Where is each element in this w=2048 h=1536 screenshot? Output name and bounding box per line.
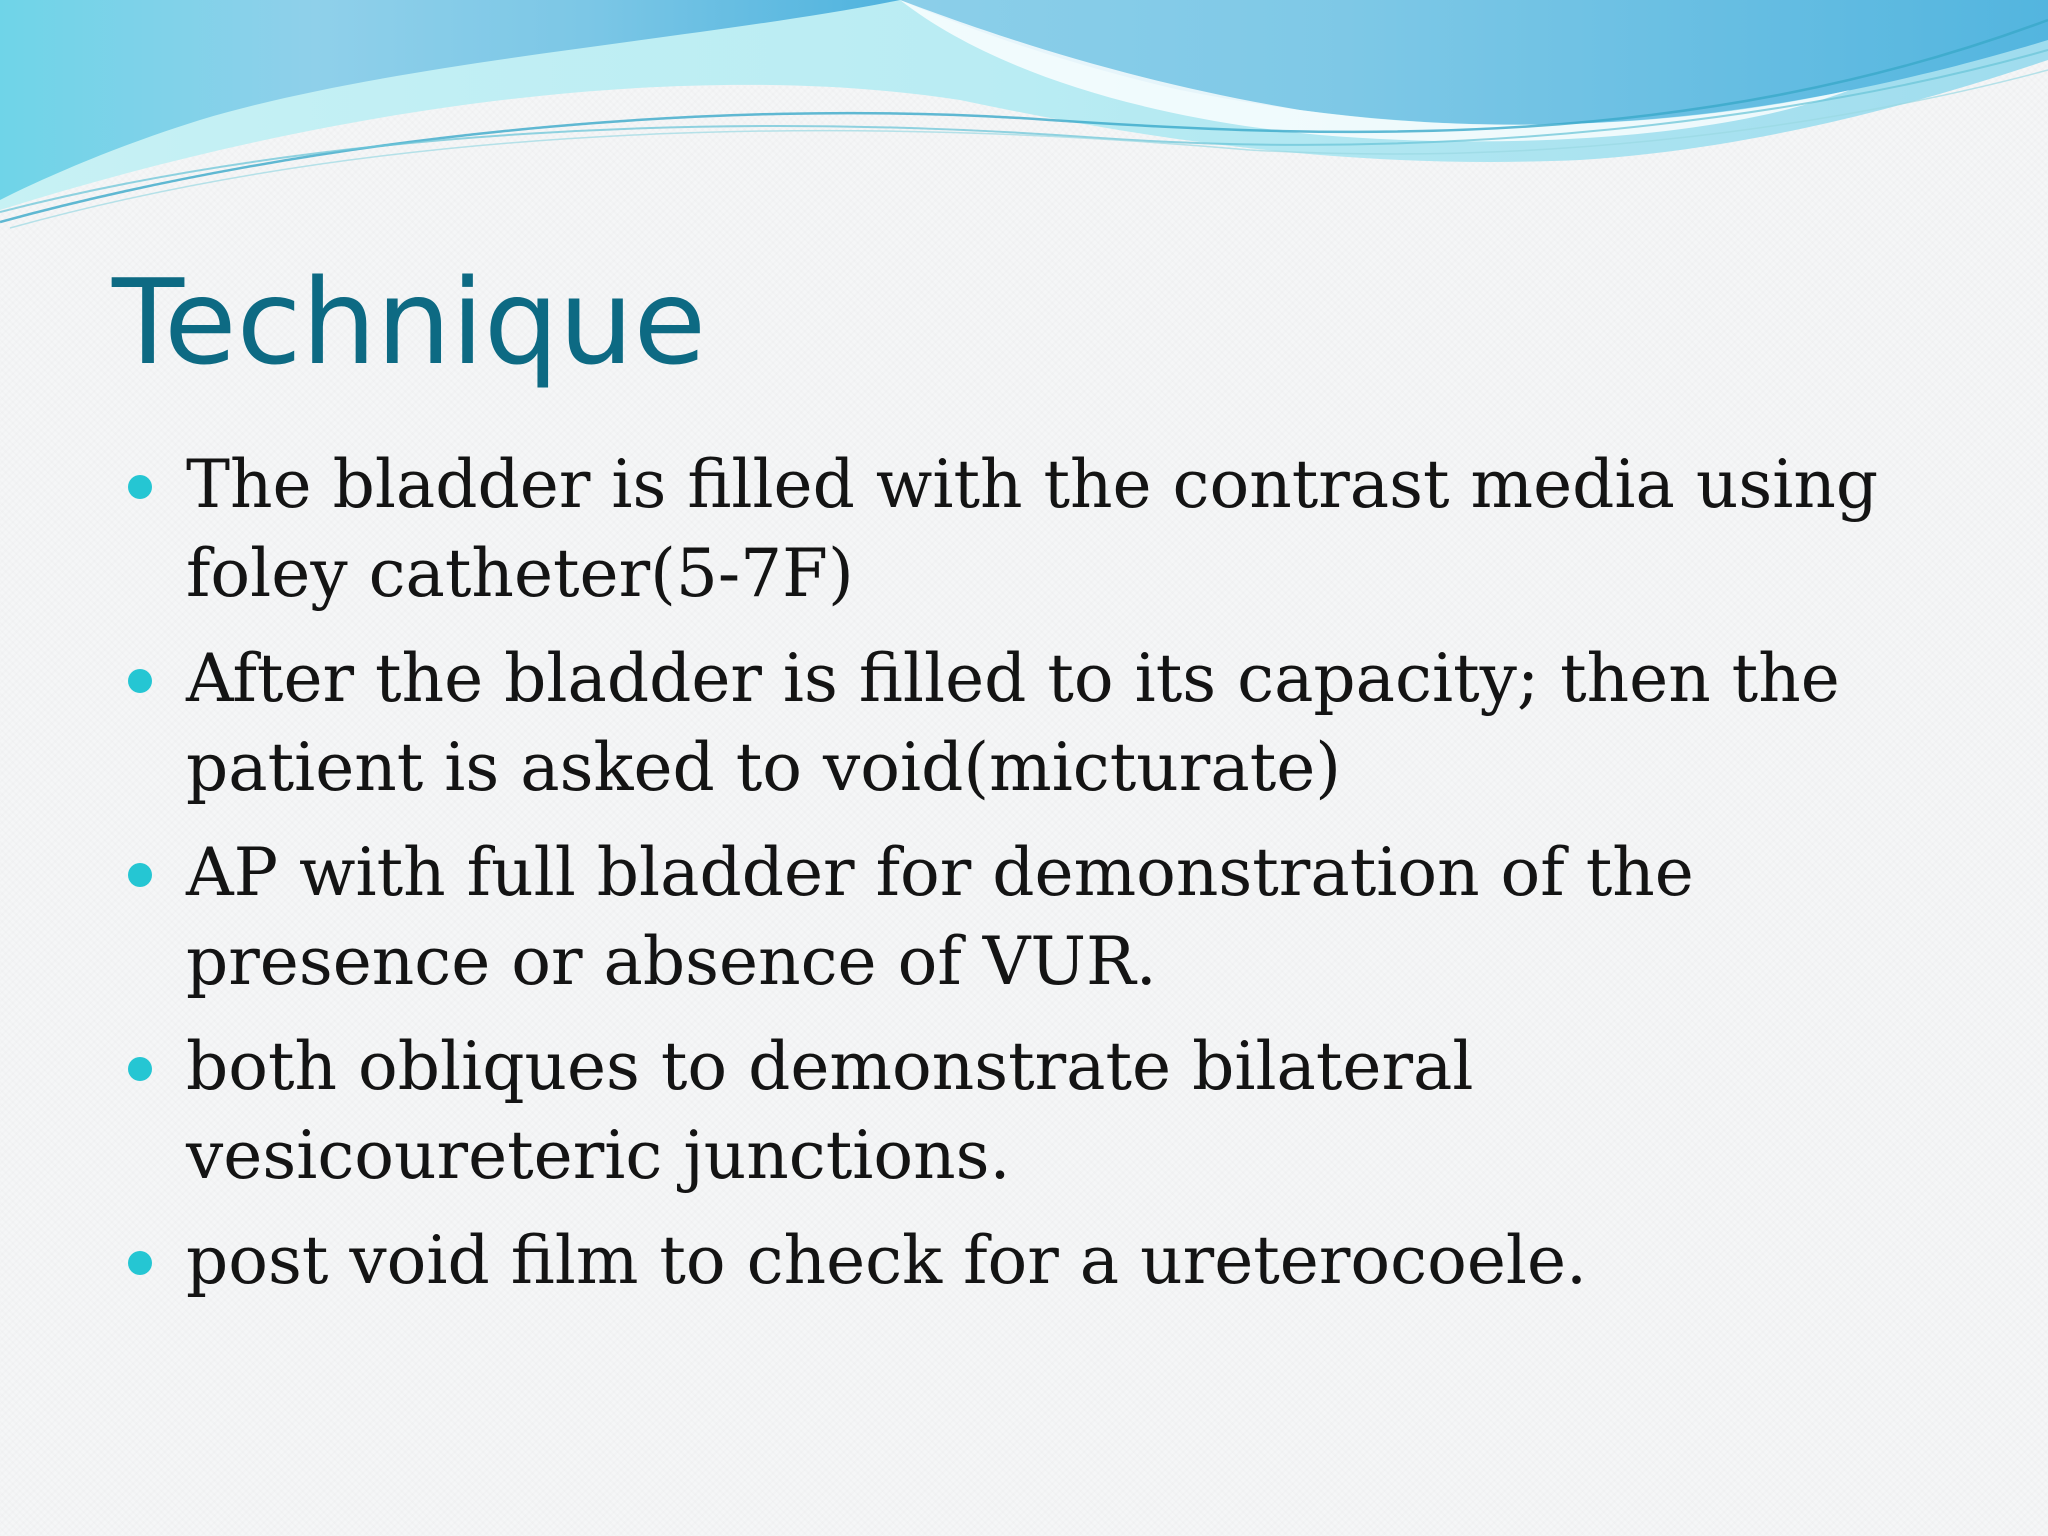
bullet-item (128, 1216, 1958, 1305)
bullet-text: both obliques to demonstrate bilateral vesicoureteric junctions. (186, 1028, 1474, 1194)
bullet-dot-icon (128, 669, 152, 693)
bullet-item (128, 440, 1958, 618)
decorative-wave-banner (0, 0, 2048, 240)
bullet-list (128, 440, 1958, 1321)
bullet-text: The bladder is filled with the contrast media using foley catheter(5-7F) (186, 446, 1879, 612)
bullet-dot-icon (128, 863, 152, 887)
bullet-text: post void film to check for a ureterocoele. (186, 1222, 1588, 1299)
bullet-item (128, 1022, 1958, 1200)
bullet-item (128, 634, 1958, 812)
bullet-dot-icon (128, 1251, 152, 1275)
bullet-item (128, 828, 1958, 1006)
bullet-dot-icon (128, 1057, 152, 1081)
slide-title: Technique (112, 253, 707, 391)
bullet-text: AP with full bladder for demonstration of the presence or absence of VUR. (186, 834, 1694, 1000)
bullet-dot-icon (128, 475, 152, 499)
bullet-text: After the bladder is filled to its capacity; then the patient is asked to void(micturate) (186, 640, 1840, 806)
